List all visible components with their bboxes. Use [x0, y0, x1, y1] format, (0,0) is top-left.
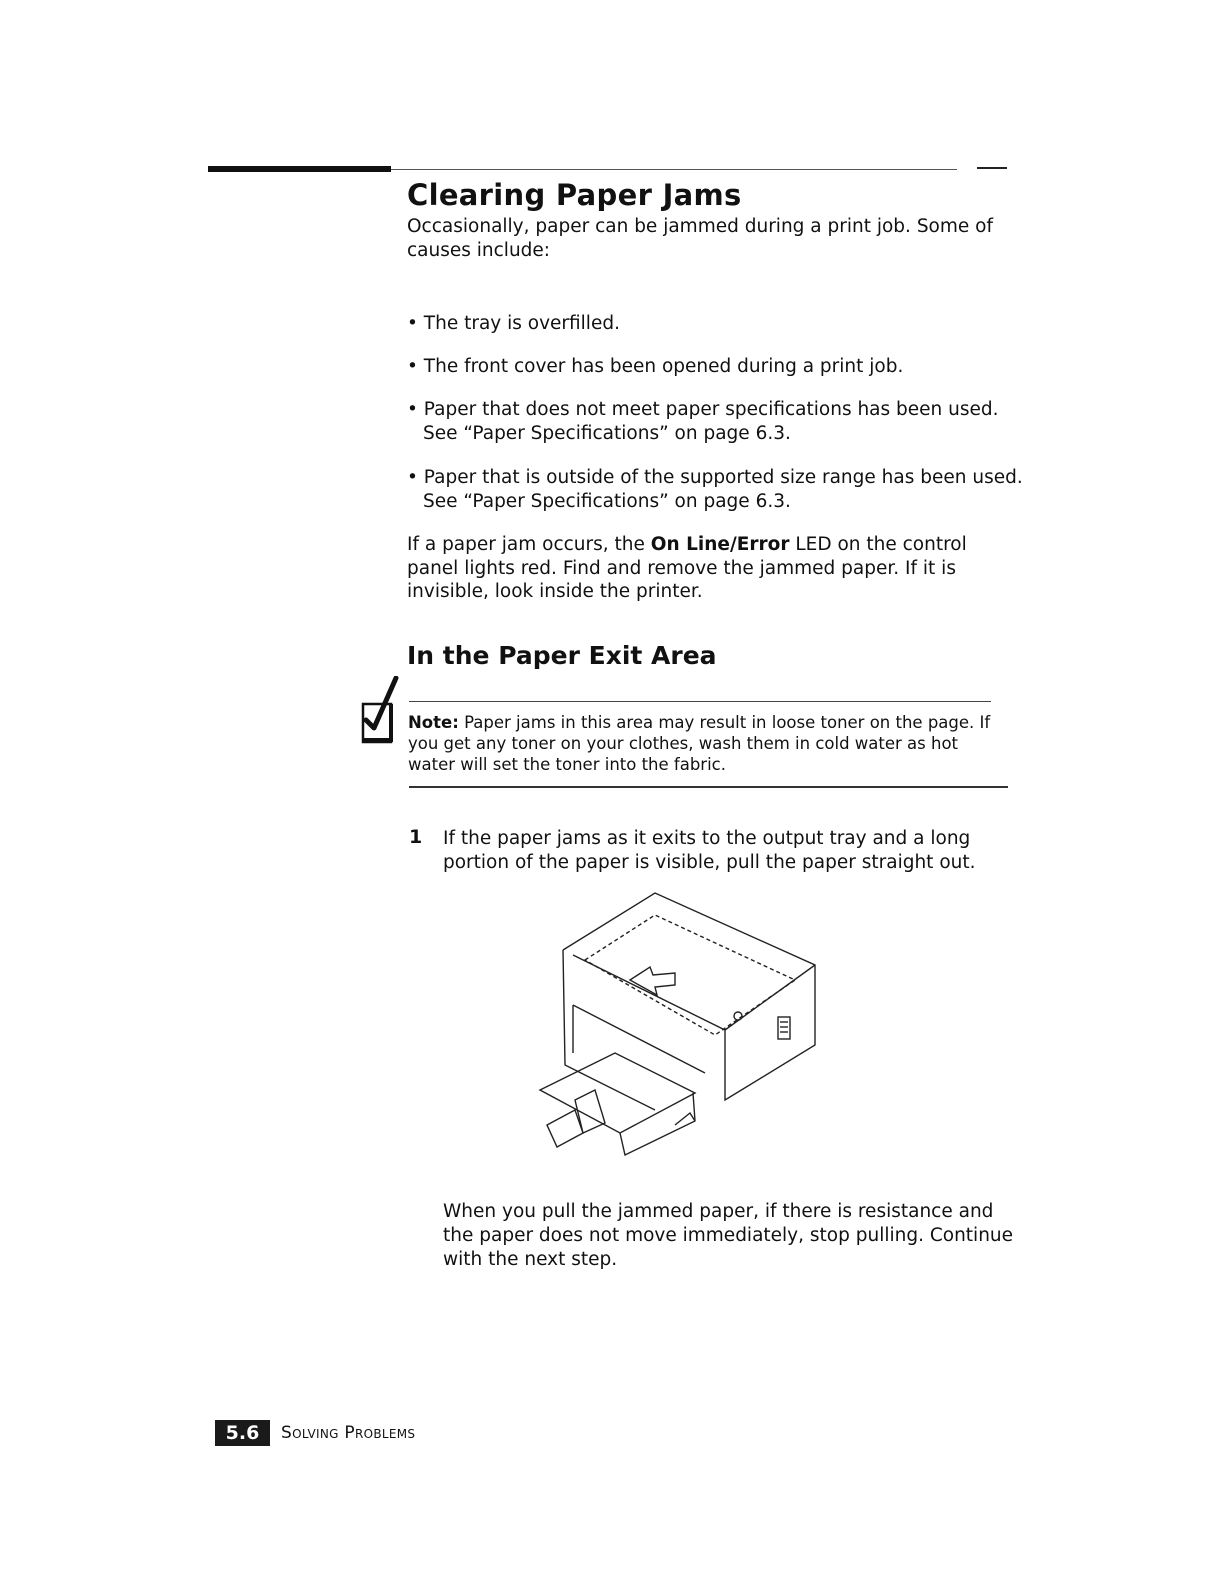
step-text: If the paper jams as it exits to the output tray and a long portion of the paper is visible, pull the paper straight out.	[443, 828, 976, 873]
page-title: Clearing Paper Jams	[407, 178, 742, 212]
printer-illustration	[525, 885, 825, 1175]
bullet-item: • The front cover has been opened during a print job.	[407, 356, 904, 377]
note-text	[408, 712, 998, 775]
checkmark-note-icon	[360, 676, 408, 746]
jam-text-after: LED on the control panel lights red. Find and remove the jammed paper. If it is invisible, look inside the printer.	[407, 534, 967, 602]
page-number-badge: 5.6	[215, 1420, 270, 1446]
bullet-item: • Paper that does not meet paper specifications has been used. See “Paper Specifications” on page 6.3.	[407, 399, 999, 444]
after-step-paragraph: When you pull the jammed paper, if there is resistance and the paper does not move immediately, stop pulling. Continue with the next step.	[443, 1201, 1014, 1270]
step-number: 1	[409, 826, 423, 848]
led-name: On Line/Error	[650, 534, 790, 555]
note-rule-bottom	[409, 786, 1008, 788]
bullet-item: • Paper that is outside of the supported size range has been used. See “Paper Specifications” on page 6.3.	[407, 467, 1023, 512]
jam-paragraph	[407, 533, 1007, 604]
section-heading: In the Paper Exit Area	[407, 641, 717, 670]
header-rule-thick	[208, 166, 391, 172]
note-label: Note:	[408, 713, 459, 732]
intro-paragraph: Occasionally, paper can be jammed during a print job. Some of causes include:	[407, 216, 993, 261]
jam-text-before: If a paper jam occurs, the	[407, 534, 651, 555]
header-rule-thin	[391, 169, 957, 170]
note-rule-top	[409, 701, 991, 702]
footer-section-title: Solving Problems	[281, 1423, 416, 1443]
note-body: Paper jams in this area may result in loose toner on the page. If you get any toner on your clothes, wash them in cold water as hot water will set the toner into the fabric.	[408, 713, 991, 774]
bullet-item: • The tray is overfilled.	[407, 313, 620, 334]
header-rule-end	[977, 167, 1007, 169]
